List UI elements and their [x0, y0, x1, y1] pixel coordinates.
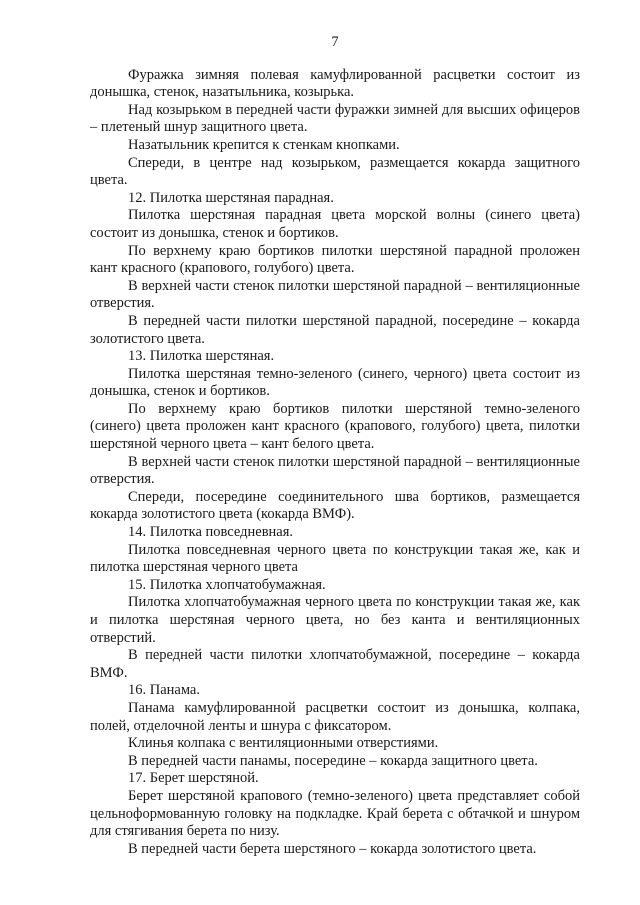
paragraph: Пилотка повседневная черного цвета по конструкции такая же, как и пилотка шерстяная черного цвета — [90, 541, 580, 576]
paragraph: По верхнему краю бортиков пилотки шерстяной темно-зеленого (синего) цвета проложен кант красного (крапового, голубого) цвета, пилотки шерстяной черного цвета – кант белого цвета. — [90, 400, 580, 453]
paragraph: В передней части пилотки хлопчатобумажной, посередине – кокарда ВМФ. — [90, 647, 580, 681]
section-heading: 16. Панама. — [128, 682, 200, 699]
section-heading: 15. Пилотка хлопчатобумажная. — [128, 576, 326, 593]
paragraph: В верхней части стенок пилотки шерстяной парадной – вентиляционные отверстия. — [90, 277, 580, 312]
page-number: 7 — [331, 34, 339, 50]
section-heading: 13. Пилотка шерстяная. — [128, 348, 275, 365]
paragraph: По верхнему краю бортиков пилотки шерстяной парадной проложен кант красного (крапового, голубого) цвета. — [90, 242, 580, 277]
section-heading: 17. Берет шерстяной. — [128, 770, 259, 787]
paragraph: В передней части берета шерстяного – кокарда золотистого цвета. — [128, 840, 537, 857]
paragraph: Назатыльник крепится к стенкам кнопками. — [128, 136, 400, 153]
paragraph: В передней части пилотки шерстяной парадной, посередине – кокарда золотистого цвета. — [90, 312, 580, 347]
paragraph: Фуражка зимняя полевая камуфлированной расцветки состоит из донышка, стенок, назатыльника, козырька. — [90, 66, 580, 101]
paragraph: Спереди, в центре над козырьком, размещается кокарда защитного цвета. — [90, 154, 580, 189]
paragraph: Пилотка шерстяная парадная цвета морской волны (синего цвета) состоит из донышка, стенок и бортиков. — [90, 207, 580, 241]
paragraph: Пилотка шерстяная темно-зеленого (синего, черного) цвета состоит из донышка, стенок и бортиков. — [90, 365, 580, 400]
paragraph: Пилотка хлопчатобумажная черного цвета по конструкции такая же, как и пилотка шерстяная черного цвета, но без канта и вентиляционных отверстий. — [90, 594, 580, 646]
section-heading: 14. Пилотка повседневная. — [128, 524, 294, 541]
paragraph: Панама камуфлированной расцветки состоит из донышка, колпака, полей, отделочной ленты и шнура с фиксатором. — [90, 699, 580, 734]
section-heading: 12. Пилотка шерстяная парадная. — [128, 189, 334, 206]
paragraph: В верхней части стенок пилотки шерстяной парадной – вентиляционные отверстия. — [90, 453, 580, 488]
paragraph: Над козырьком в передней части фуражки зимней для высших офицеров – плетеный шнур защитного цвета. — [90, 101, 580, 136]
paragraph: Клинья колпака с вентиляционными отверстиями. — [128, 735, 439, 752]
paragraph: Спереди, посередине соединительного шва бортиков, размещается кокарда золотистого цвета (кокарда ВМФ). — [90, 488, 580, 523]
paragraph: В передней части панамы, посередине – кокарда защитного цвета. — [128, 752, 538, 769]
paragraph: Берет шерстяной крапового (темно-зеленого) цвета представляет собой цельноформованную головку на подкладке. Край берета с обтачкой и шнуром для стягивания берета по низу. — [90, 787, 580, 840]
